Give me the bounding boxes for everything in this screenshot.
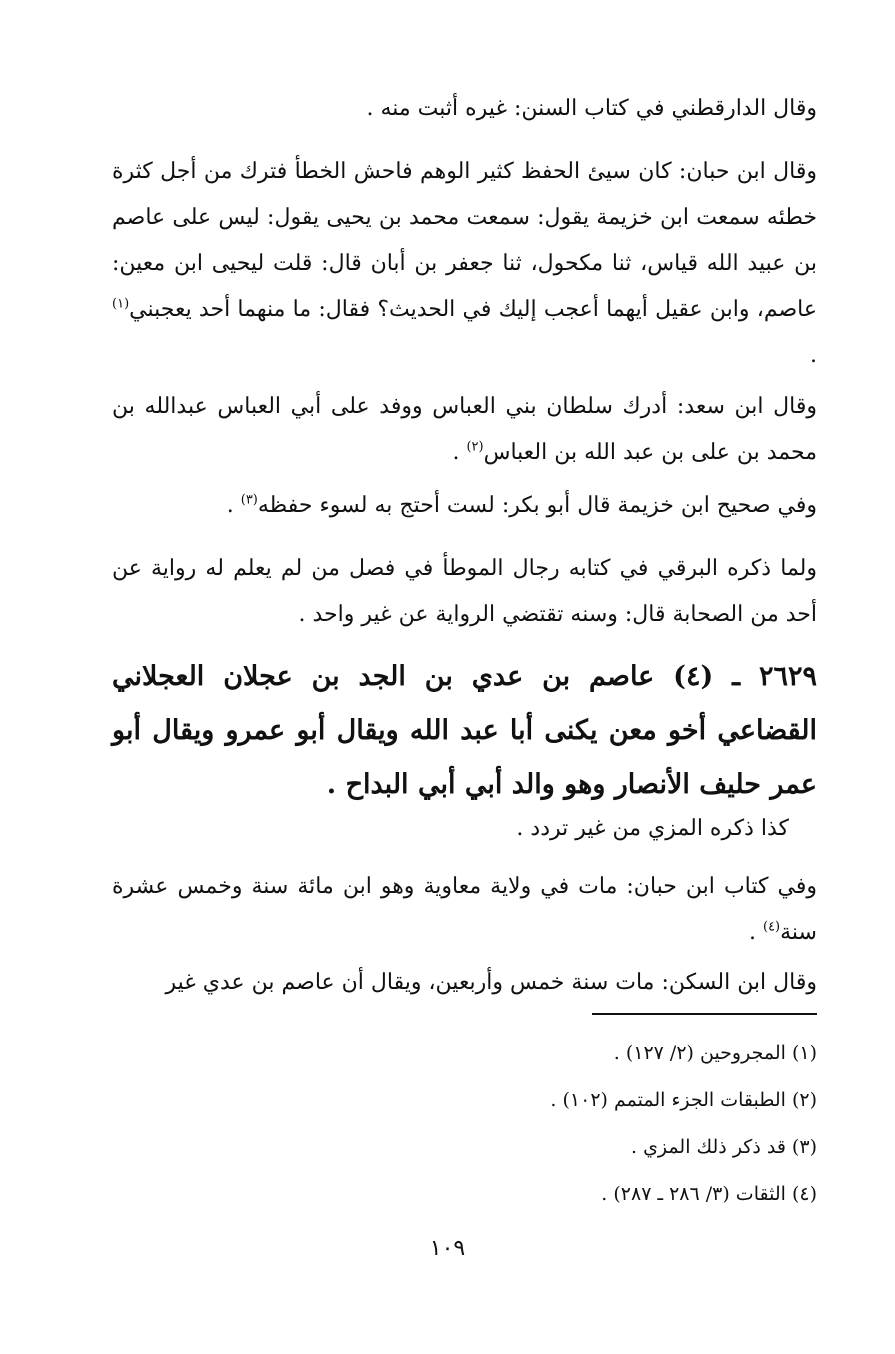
- entry-heading-text: ٢٦٢٩ ـ (٤) عاصم بن عدي بن الجد بن عجلان العجلاني القضاعي أخو معن يكنى أبا عبد الله ويقال أبو عمرو ويقال أبو عمر حليف الأنصار وهو والد أبي أبي البداح .: [112, 661, 817, 800]
- paragraph-barqi: [112, 546, 817, 638]
- footnote-ref-3[interactable]: (٣): [240, 492, 258, 508]
- paragraph-text: ولما ذكره البرقي في كتابه رجال الموطأ في فصل من لم يعلم له رواية عن أحد من الصحابة قال: وسنه تقتضي الرواية عن غير واحد .: [112, 556, 817, 627]
- paragraph-ibn-hibban: [112, 149, 817, 379]
- paragraph-ibn-saad: [112, 384, 817, 476]
- paragraph-text: وقال ابن حبان: كان سيئ الحفظ كثير الوهم فاحش الخطأ فترك من أجل كثرة خطئه سمعت ابن خزيمة يقول: سمعت محمد بن يحيى يقول: ليس على عاصم بن عبيد الله قياس، ثنا مكحول، ثنا جعفر بن أبان قال: قلت ليحيى ابن معين: عاصم، وابن عقيل أيهما أعجب إليك في الحديث؟ فقال: ما منهما أحد يعجبني: [112, 159, 817, 322]
- paragraph-ibn-hibban-death: [112, 864, 817, 956]
- footnotes: [397, 1030, 817, 1218]
- paragraph-ibn-khuzayma: [112, 483, 817, 529]
- footnote-1: (١) المجروحين (٢/ ١٢٧) .: [613, 1042, 817, 1064]
- page-number: ١٠٩: [429, 1236, 466, 1261]
- paragraph-text: وفي صحيح ابن خزيمة قال أبو بكر: لست أحتج به لسوء حفظه: [257, 493, 817, 518]
- paragraph-mizzi: [112, 806, 817, 852]
- footnote-3: (٣) قد ذكر ذلك المزي .: [630, 1136, 817, 1158]
- paragraph-text: وقال ابن سعد: أدرك سلطان بني العباس ووفد على أبي العباس عبدالله بن محمد بن على بن عبد الله بن العباس: [112, 394, 817, 465]
- paragraph-end: .: [748, 920, 763, 945]
- footnote-2: (٢) الطبقات الجزء المتمم (١٠٢) .: [550, 1089, 817, 1111]
- paragraph-text: وقال الدارقطني في كتاب السنن: غيره أثبت منه .: [366, 96, 817, 121]
- footnote-ref-1[interactable]: (١): [112, 296, 130, 312]
- entry-heading: [112, 650, 817, 812]
- footnote-4: (٤) الثقات (٣/ ٢٨٦ ـ ٢٨٧) .: [601, 1183, 817, 1205]
- paragraph-text: وقال ابن السكن: مات سنة خمس وأربعين، ويقال أن عاصم بن عدي غير: [165, 970, 817, 995]
- footnote-ref-4[interactable]: (٤): [762, 919, 781, 935]
- paragraph-text: كذا ذكره المزي من غير تردد .: [516, 816, 789, 841]
- paragraph-daraqutni: [112, 86, 817, 132]
- footnote-ref-2[interactable]: (٢): [466, 439, 484, 455]
- footnote-divider: [592, 1013, 817, 1015]
- paragraph-end: .: [226, 493, 241, 518]
- paragraph-end: .: [452, 440, 467, 465]
- paragraph-ibn-sakan: [112, 960, 817, 1006]
- paragraph-text: وفي كتاب ابن حبان: مات في ولاية معاوية وهو ابن مائة سنة وخمس عشرة سنة: [112, 874, 817, 945]
- paragraph-end: .: [810, 343, 817, 368]
